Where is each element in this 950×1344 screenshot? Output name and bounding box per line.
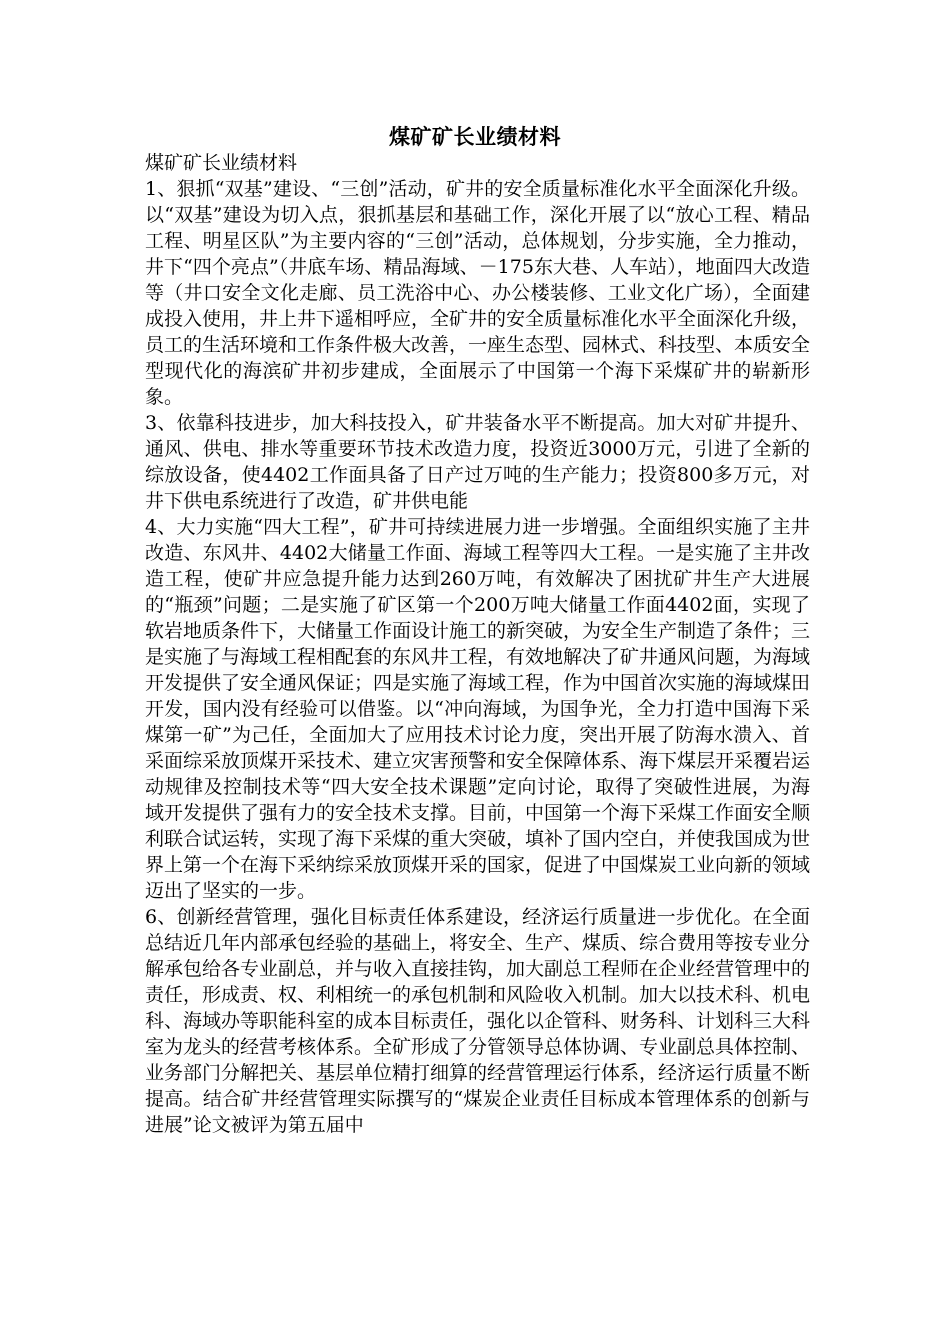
document-title: 煤矿矿长业绩材料 bbox=[389, 124, 561, 149]
paragraph-3: 3、依靠科技进步，加大科技投入，矿井装备水平不断提高。加大对矿井提升、通风、供电、排水等重要环节技术改造力度，投资近3000万元，引进了全新的综放设备，使4402工作面具备了日产过万吨的生产能力；投资800多万元，对井下供电系统进行了改造，矿井供电能 bbox=[145, 412, 810, 512]
paragraph-1: 1、狠抓“双基”建设、“三创”活动，矿井的安全质量标准化水平全面深化升级。以“双基”建设为切入点，狠抓基层和基础工作，深化开展了以“放心工程、精品工程、明星区队”为主要内容的“三创”活动，总体规划，分步实施，全力推动，井下“四个亮点”（井底车场、精品海域、－175东大巷、人车站），地面四大改造等（井口安全文化走廊、员工洗浴中心、办公楼装修、工业文化广场），全面建成投入使用，井上井下遥相呼应，全矿井的安全质量标准化水平全面深化升级，员工的生活环境和工作条件极大改善，一座生态型、园林式、科技型、本质安全型现代化的海滨矿井初步建成，全面展示了中国第一个海下采煤矿井的崭新形象。 bbox=[145, 178, 811, 408]
paragraph-6: 6、创新经营管理，强化目标责任体系建设，经济运行质量进一步优化。在全面总结近几年内部承包经验的基础上，将安全、生产、煤质、综合费用等按专业分解承包给各专业副总，并与收入直接挂钩，加大副总工程师在企业经营管理中的责任，形成责、权、利相统一的承包机制和风险收入机制。加大以技术科、机电科、海域办等职能科室的成本目标责任，强化以企管科、财务科、计划科三大科室为龙头的经营考核体系。全矿形成了分管领导总体协调、专业副总具体控制、业务部门分解把关、基层单位精打细算的经营管理运行体系，经济运行质量不断提高。结合矿井经营管理实际撰写的“煤炭企业责任目标成本管理体系的创新与进展”论文被评为第五届中 bbox=[145, 906, 811, 1136]
document-body bbox=[145, 150, 810, 1138]
paragraph-4: 4、大力实施“四大工程”，矿井可持续进展力进一步增强。全面组织实施了主井改造、东风井、4402大储量工作面、海域工程等四大工程。一是实施了主井改造工程，使矿井应急提升能力达到260万吨，有效解决了困扰矿井生产大进展的“瓶颈”问题；二是实施了矿区第一个200万吨大储量工作面4402面，实现了软岩地质条件下，大储量工作面设计施工的新突破，为安全生产制造了条件；三是实施了与海域工程相配套的东风井工程，有效地解决了矿井通风问题，为海域开发提供了安全通风保证；四是实施了海域工程，作为中国首次实施的海域煤田开发，国内没有经验可以借鉴。以“冲向海域，为国争光，全力打造中国海下采煤第一矿”为己任，全面加大了应用技术讨论力度，突出开展了防海水溃入、首采面综采放顶煤开采技术、建立灾害预警和安全保障体系、海下煤层开采覆岩运动规律及控制技术等“四大安全技术课题”定向讨论，取得了突破性进展，为海域开发提供了强有力的安全技术支撑。目前，中国第一个海下采煤工作面安全顺利联合试运转，实现了海下采煤的重大突破，填补了国内空白，并使我国成为世界上第一个在海下采纳综采放顶煤开采的国家，促进了中国煤炭工业向新的领域迈出了坚实的一步。 bbox=[145, 516, 811, 902]
paragraph-heading: 煤矿矿长业绩材料 bbox=[145, 152, 298, 174]
